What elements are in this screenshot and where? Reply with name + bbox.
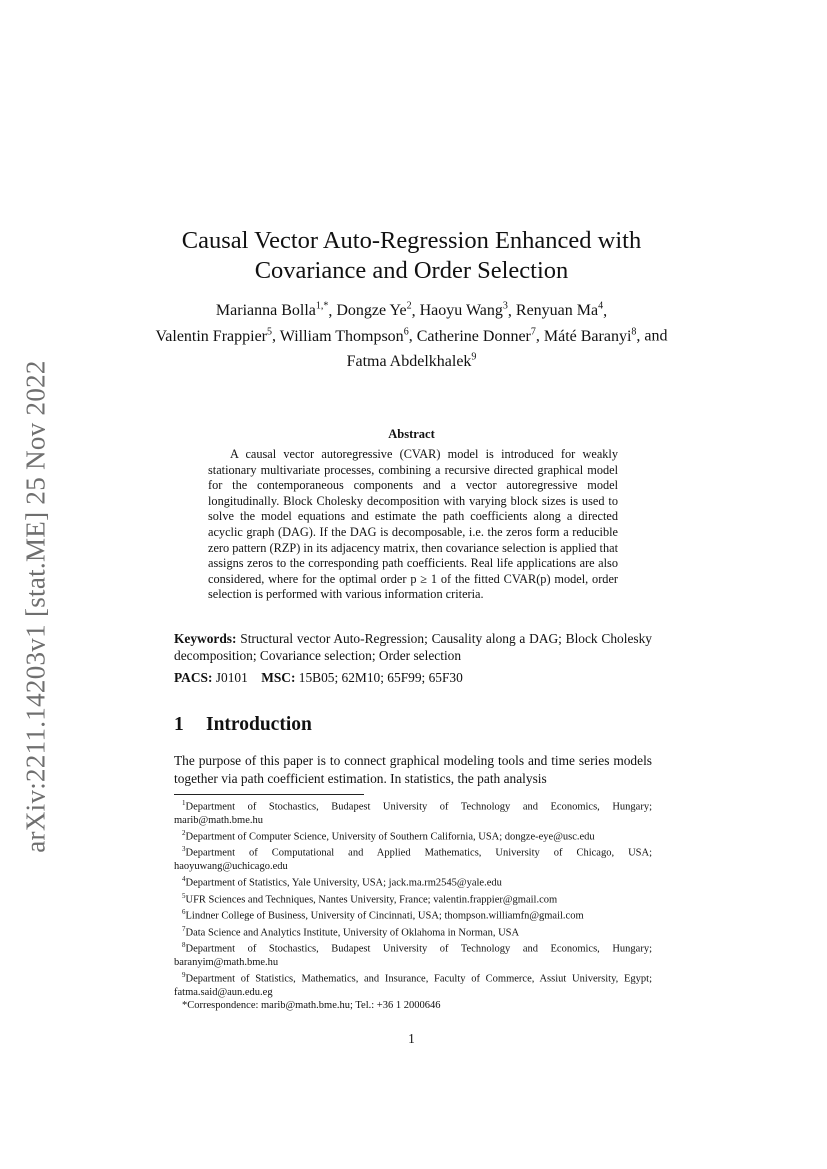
author: Marianna Bolla$^{1,*}$ [215, 301, 329, 320]
footnote: $^3$Department of Computational and Applied Mathematics, University of Chicago, USA; haoyuwang@uchicago.edu [174, 845, 652, 872]
author: Haoyu Wang$^3$ [419, 301, 508, 320]
footnote: $^2$Department of Computer Science, University of Southern California, USA; dongze-eye@usc.edu [182, 828, 595, 843]
footnote: $^1$Department of Stochastics, Budapest University of Technology and Economics, Hungary; marib@math.bme.hu [174, 799, 652, 826]
footnote-correspondence: *Correspondence: marib@math.bme.hu; Tel.: +36 1 2000646 [182, 999, 441, 1011]
arxiv-identifier-text: arXiv:2211.14203v1 [stat.ME] 25 Nov 2022 [20, 359, 51, 853]
arxiv-identifier-stamp [12, 352, 60, 860]
author: Catherine Donner$^7$ [416, 326, 536, 345]
page-number: 1 [408, 1031, 415, 1046]
section-heading [174, 714, 312, 736]
pacs-value: J0101 [215, 670, 248, 685]
paper-title-line-1: Causal Vector Auto-Regression Enhanced with [181, 227, 642, 254]
footnote: $^9$Department of Statistics, Mathematics, and Insurance, Faculty of Commerce, Assiut University, Egypt; fatma.said@aun.edu.eg [174, 971, 652, 998]
abstract-heading: Abstract [388, 427, 435, 441]
footnote-divider [174, 794, 364, 795]
author: Máté Baranyi$^8$ [543, 326, 637, 345]
section-number: 1 [174, 714, 184, 735]
author: Dongze Ye$^2$ [336, 301, 412, 320]
author: William Thompson$^6$ [279, 326, 409, 345]
author: Valentin Frappier$^5$ [155, 326, 273, 345]
footnotes [174, 797, 652, 1012]
keywords-label: Keywords: [174, 631, 237, 646]
footnote: $^8$Department of Stochastics, Budapest University of Technology and Economics, Hungary; baranyim@math.bme.hu [174, 941, 652, 968]
msc-label: MSC: [261, 670, 296, 685]
introduction-paragraph: The purpose of this paper is to connect graphical modeling tools and time series models together via path coefficient estimation. In statistics, the path analysis [174, 753, 652, 786]
msc-value: 15B05; 62M10; 65F99; 65F30 [298, 670, 463, 685]
paper-title-line-2: Covariance and Order Selection [254, 257, 569, 284]
keywords [174, 630, 652, 664]
paper-title [150, 226, 673, 286]
classification-codes [174, 670, 463, 686]
footnote: $^7$Data Science and Analytics Institute, University of Oklahoma in Norman, USA [182, 924, 520, 939]
author-list: Marianna Bolla$^{1,*}$, Dongze Ye$^2$, Haoyu Wang$^3$, Renyuan Ma$^4$, Valentin Frappier$^5$, William Thompson$^6$, Catherine Donner$^7$, Máté Baranyi$^8$, and Fatma Abdelkhalek$^9$ [155, 301, 668, 370]
keywords-text: Structural vector Auto-Regression; Causality along a DAG; Block Cholesky decomposition; Covariance selection; Order selection [174, 631, 652, 663]
pacs-label: PACS: [174, 670, 213, 685]
footnote: $^5$UFR Sciences and Techniques, Nantes University, France; valentin.frappier@gmail.com [182, 891, 558, 906]
author: Fatma Abdelkhalek$^9$ [346, 351, 477, 370]
section-title: Introduction [206, 714, 312, 735]
footnote: $^6$Lindner College of Business, University of Cincinnati, USA; thompson.williamfn@gmail.com [182, 908, 584, 922]
abstract-text: A causal vector autoregressive (CVAR) model is introduced for weakly stationary multivariate processes, combining a recursive directed graphical model for the contemporaneous components and a vector autoregressive model longitudinally. Block Cholesky decomposition with varying block sizes is used to solve the model equations and estimate the path coefficients along a directed acyclic graph (DAG). If the DAG is decomposable, i.e. the zeros form a reducible zero pattern (RZP) in its adjacency matrix, then covariance selection is applied that assigns zeros to the corresponding path coefficients. Real life applications are also considered, where for the optimal order p ≥ 1 of the fitted CVAR(p) model, order selection is performed with various information criteria. [208, 447, 618, 602]
footnote: $^4$Department of Statistics, Yale University, USA; jack.ma.rm2545@yale.edu [182, 874, 502, 889]
author: Renyuan Ma$^4$ [515, 301, 604, 320]
